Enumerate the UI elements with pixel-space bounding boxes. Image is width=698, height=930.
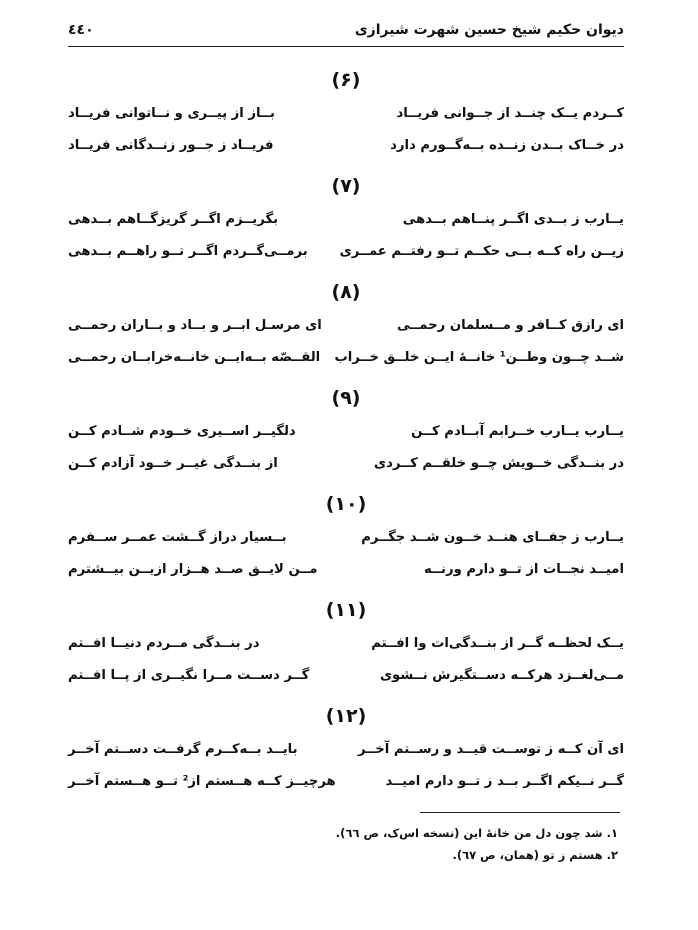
- page-number: ٤٤٠: [68, 22, 94, 38]
- second-hemistich: بایــد بــه‌کــرم گرفــت دســتم آخــر: [68, 742, 298, 757]
- poem: [68, 168, 624, 268]
- verse-line: [68, 236, 624, 268]
- verse-line: [68, 766, 624, 798]
- verse-line: [68, 98, 624, 130]
- second-hemistich: بگریــزم اگــر گریزگــاهم بــدهی: [68, 212, 279, 227]
- verse-line: [68, 310, 624, 342]
- second-hemistich: گــر دســت مــرا نگیــری از پــا افــتم: [68, 668, 310, 683]
- second-hemistich: القــصّه بــه‌ایــن خانــه‌خرابــان رحمــی: [68, 350, 321, 365]
- poem-list: [68, 62, 624, 804]
- verse-line: [68, 130, 624, 162]
- poem: [68, 62, 624, 162]
- second-hemistich: برمــی‌گــردم اگــر تــو راهــم بــدهی: [68, 244, 308, 259]
- footnote-divider: [420, 812, 620, 813]
- footnotes: [198, 822, 618, 866]
- first-hemistich: در خــاک بــدن زنــده بــه‌گــورم دارد: [390, 138, 624, 153]
- verse-line: [68, 416, 624, 448]
- poem: [68, 380, 624, 480]
- footnote-1: ۱. شد چون دل من خانهٔ این (نسخه اس‌ک، ص ٦٦).: [335, 826, 618, 840]
- verse-line: [68, 628, 624, 660]
- second-hemistich: فریــاد ز جــور زنــدگانی فریــاد: [68, 138, 274, 153]
- verse-line: [68, 734, 624, 766]
- poem-number: (۱۰): [325, 493, 367, 515]
- second-hemistich: بــاز از پیــری و نــاتوانی فریــاد: [68, 106, 275, 121]
- poem: [68, 698, 624, 798]
- book-title: دیوان حکیم شیخ حسین شهرت شیرازی: [354, 22, 624, 38]
- first-hemistich: یــارب ز جفــای هنــد خــون شــد جگــرم: [361, 530, 624, 545]
- verse-line: [68, 660, 624, 692]
- second-hemistich: مــن لایــق صــد هــزار ازیــن بیــشترم: [68, 562, 318, 577]
- poem-number: (۱۲): [325, 705, 367, 727]
- verse-line: [68, 554, 624, 586]
- page-header: [68, 14, 624, 47]
- poem: [68, 592, 624, 692]
- footnote-2: ۲. هستم ز تو (همان، ص ٦٧).: [452, 848, 618, 862]
- first-hemistich: امیــد نجــات از تــو دارم ورنــه: [424, 562, 624, 577]
- second-hemistich: ای مرسـل ابــر و بــاد و بــاران رحمــی: [68, 318, 322, 333]
- first-hemistich: ای آن کــه ز توســت قیــد و رســتم آخــر: [358, 742, 624, 757]
- first-hemistich: در بنــدگی خــویش چــو خلقــم کــردی: [374, 456, 624, 471]
- poem-number: (۷): [331, 175, 361, 197]
- first-hemistich: یــک لحظــه گــر از بنــدگی‌ات وا افــتم: [371, 636, 624, 651]
- verse-line: [68, 448, 624, 480]
- second-hemistich: هرچیــز کــه هــستم از² تــو هــستم آخــر: [68, 774, 336, 789]
- poem-number: (۸): [331, 281, 361, 303]
- poem: [68, 274, 624, 374]
- second-hemistich: از بنــدگی غیــر خــود آزادم کــن: [68, 456, 278, 471]
- first-hemistich: گــر نــیکم اگــر بــد ز تــو دارم امیــد: [385, 774, 624, 789]
- first-hemistich: ای رازق کــافر و مــسلمان رحمــی: [396, 318, 624, 333]
- first-hemistich: مــی‌لغــزد هرکــه دســتگیرش نــشوی: [379, 668, 624, 683]
- poem-number: (۶): [331, 69, 361, 91]
- second-hemistich: دلگیــر اســیری خــودم شــادم کــن: [68, 424, 296, 439]
- first-hemistich: کــردم یــک چنــد از جــوانی فریــاد: [396, 106, 624, 121]
- first-hemistich: زیــن راه کــه بــی حکــم تــو رفتــم عمــری: [339, 244, 624, 259]
- verse-line: [68, 204, 624, 236]
- verse-line: [68, 522, 624, 554]
- first-hemistich: یــارب یــارب خــرابم آبــادم کــن: [411, 424, 624, 439]
- poem-number: (۱۱): [325, 599, 367, 621]
- first-hemistich: شــد چــون وطــن¹ خانــهٔ ایــن خلــق خــراب: [334, 350, 624, 365]
- second-hemistich: در بنــدگی مــردم دنیــا افــتم: [68, 636, 260, 651]
- verse-line: [68, 342, 624, 374]
- poem: [68, 486, 624, 586]
- poem-number: (۹): [331, 387, 361, 409]
- second-hemistich: بــسیار دراز گــشت عمــر ســفرم: [68, 530, 287, 545]
- first-hemistich: یــارب ز بــدی اگــر پنــاهم بــدهی: [402, 212, 624, 227]
